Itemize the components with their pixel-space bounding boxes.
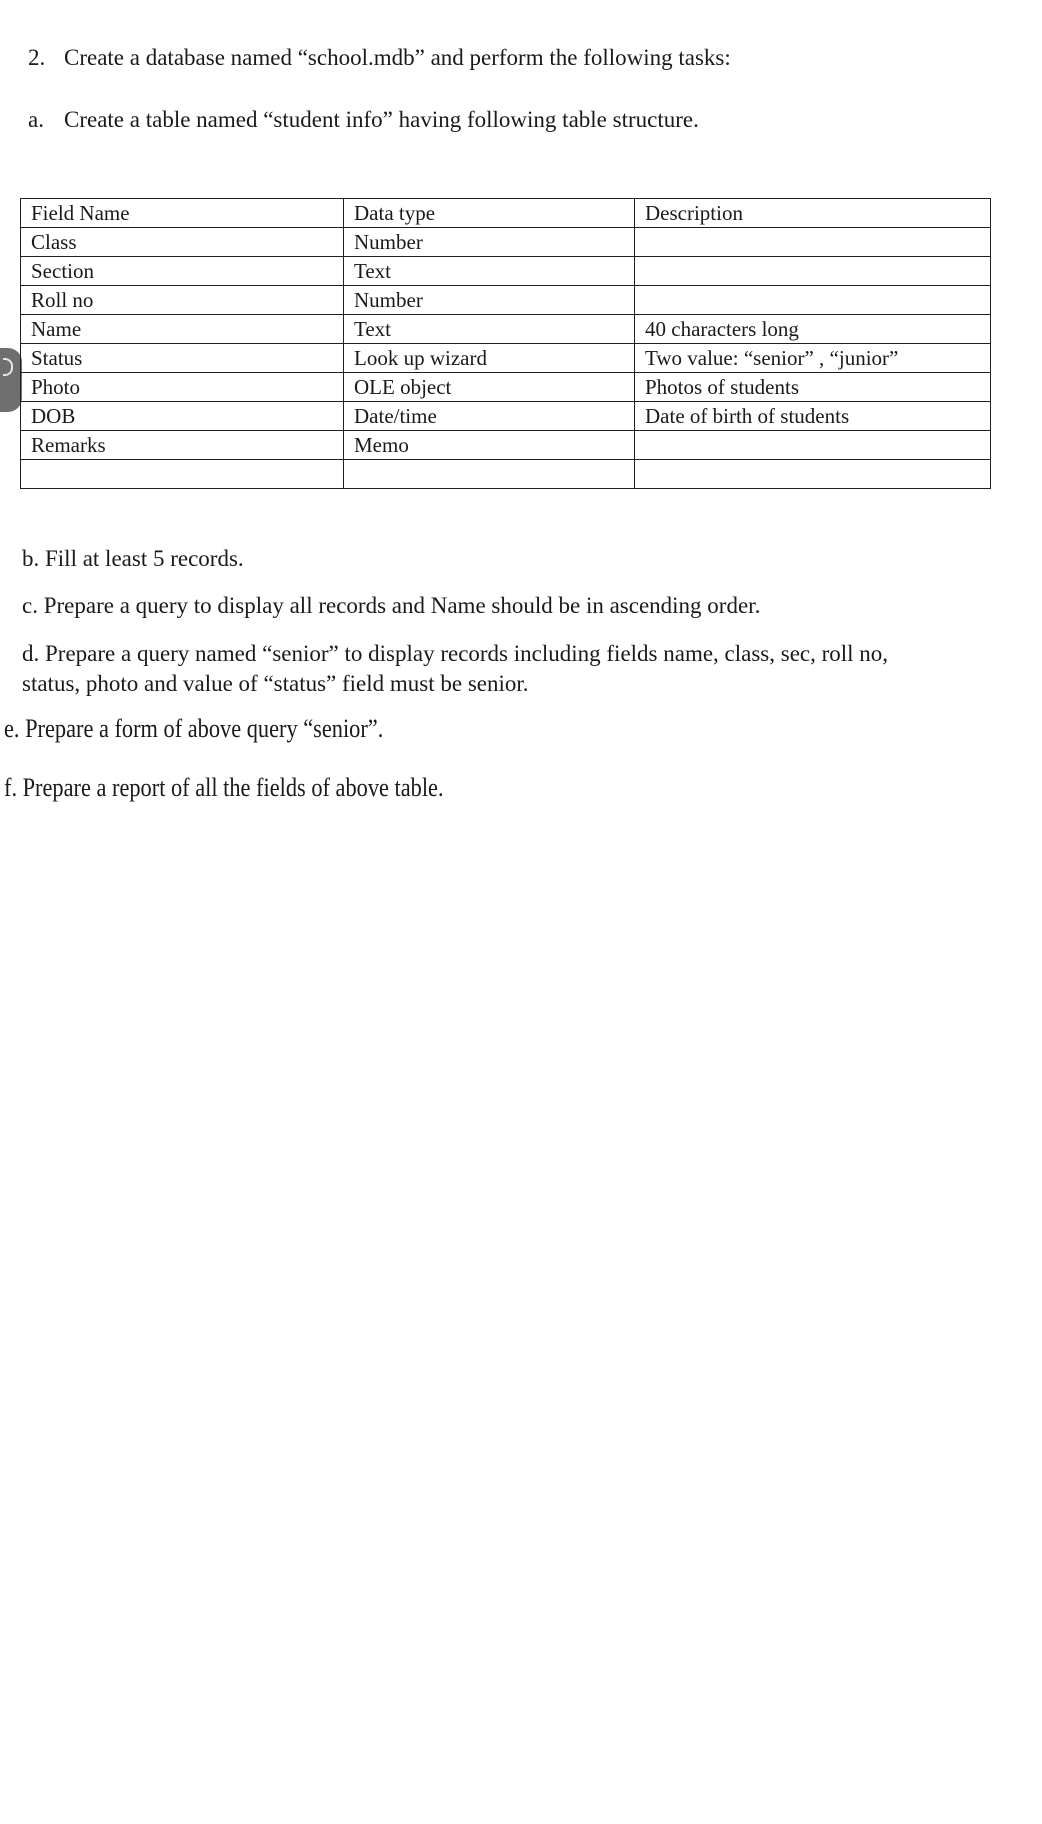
data-type-cell: Date/time xyxy=(344,402,635,431)
description-cell: Photos of students xyxy=(635,373,991,402)
description-cell xyxy=(635,286,991,315)
table-row xyxy=(21,257,991,286)
task-a-label: a. xyxy=(28,107,44,132)
field-name-cell: Photo xyxy=(21,373,344,402)
task-c: c. Prepare a query to display all records and Name should be in ascending order. xyxy=(22,593,761,618)
question-heading xyxy=(28,44,731,72)
header-field-name: Field Name xyxy=(21,199,344,228)
data-type-cell: Memo xyxy=(344,431,635,460)
task-d-line-2: status, photo and value of “status” field must be senior. xyxy=(22,671,529,696)
description-cell xyxy=(635,257,991,286)
description-cell xyxy=(635,431,991,460)
field-name-cell: Class xyxy=(21,228,344,257)
field-name-cell: Remarks xyxy=(21,431,344,460)
field-name-cell: Name xyxy=(21,315,344,344)
table-row-empty xyxy=(21,460,991,489)
table-row xyxy=(21,431,991,460)
description-cell: 40 characters long xyxy=(635,315,991,344)
data-type-cell: Number xyxy=(344,286,635,315)
task-f: f. Prepare a report of all the fields of above table. xyxy=(4,773,444,802)
side-panel-handle[interactable] xyxy=(0,348,22,412)
data-type-cell: Text xyxy=(344,257,635,286)
table-structure xyxy=(20,198,991,489)
task-b: b. Fill at least 5 records. xyxy=(22,546,244,571)
table-row xyxy=(21,344,991,373)
description-cell: Two value: “senior” , “junior” xyxy=(635,344,991,373)
data-type-cell: OLE object xyxy=(344,373,635,402)
header-description: Description xyxy=(635,199,991,228)
field-name-cell: Section xyxy=(21,257,344,286)
description-cell: Date of birth of students xyxy=(635,402,991,431)
description-cell xyxy=(635,228,991,257)
field-name-cell: DOB xyxy=(21,402,344,431)
task-a-text: Create a table named “student info” having following table structure. xyxy=(64,107,699,132)
data-type-cell: Look up wizard xyxy=(344,344,635,373)
question-number: 2. xyxy=(28,45,46,70)
table-row xyxy=(21,228,991,257)
description-cell xyxy=(635,460,991,489)
task-a xyxy=(28,106,699,134)
table-row xyxy=(21,315,991,344)
data-type-cell xyxy=(344,460,635,489)
field-name-cell xyxy=(21,460,344,489)
table-row xyxy=(21,286,991,315)
data-type-cell: Number xyxy=(344,228,635,257)
field-name-cell: Status xyxy=(21,344,344,373)
task-e: e. Prepare a form of above query “senior”. xyxy=(4,714,384,743)
field-name-cell: Roll no xyxy=(21,286,344,315)
question-text: Create a database named “school.mdb” and perform the following tasks: xyxy=(64,45,731,70)
table-header-row xyxy=(21,199,991,228)
header-data-type: Data type xyxy=(344,199,635,228)
table-row xyxy=(21,373,991,402)
table-row xyxy=(21,402,991,431)
data-type-cell: Text xyxy=(344,315,635,344)
task-d-line-1: d. Prepare a query named “senior” to display records including fields name, class, sec, roll no, xyxy=(22,641,889,666)
